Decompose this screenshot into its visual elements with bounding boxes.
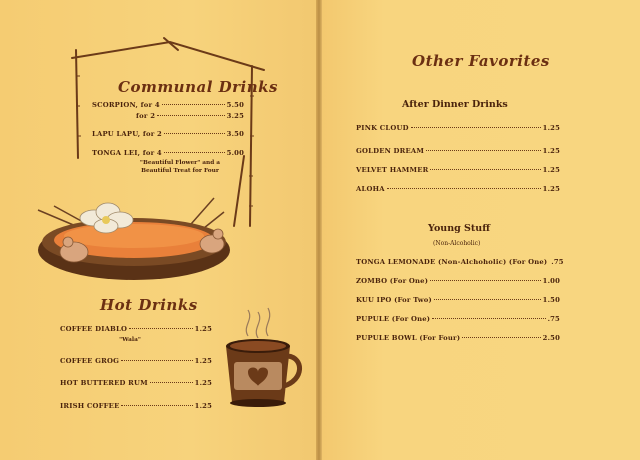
item-name: TONGA LEMONADE (Non-Alchoholic) (For One) [356, 258, 548, 266]
item-price: .75 [551, 258, 564, 266]
non-alcoholic-subtitle: (Non-Alcoholic) [433, 240, 481, 247]
leader-dots [462, 337, 540, 338]
menu-row-tonga-lei [92, 149, 244, 157]
item-name: ALOHA [356, 185, 385, 193]
item-name: PUPULE (For One) [356, 315, 431, 323]
item-name: COFFEE GROG [60, 357, 120, 365]
leader-dots [411, 127, 541, 128]
item-name: TONGA LEI, for 4 [92, 149, 162, 157]
menu-row-pupule-bowl [356, 334, 560, 342]
leader-dots [150, 382, 193, 383]
item-price: 3.25 [226, 112, 244, 120]
other-favorites-title: Other Favorites [412, 52, 550, 70]
item-price: 5.50 [226, 101, 244, 109]
item-price: 1.25 [194, 325, 212, 333]
leader-dots [426, 150, 541, 151]
leader-dots [129, 328, 193, 329]
menu-row-tonga-lemonade [356, 258, 564, 266]
menu-row-lapu-lapu [92, 130, 244, 138]
item-price: 5.00 [226, 149, 244, 157]
item-name: SCORPION, for 4 [92, 101, 160, 109]
menu-row-hot-buttered-rum [60, 379, 212, 387]
scorpion-bowl-illustration [34, 188, 234, 288]
menu-row-coffee-diablo [60, 325, 212, 333]
item-name: COFFEE DIABLO [60, 325, 128, 333]
item-name: IRISH COFFEE [60, 402, 120, 410]
item-price: 1.25 [542, 185, 560, 193]
tonga-lei-note-1: "Beautiful Flower" and a [139, 160, 221, 166]
item-name: ZOMBO (For One) [356, 277, 429, 285]
item-name: PUPULE BOWL (For Four) [356, 334, 461, 342]
menu-row-coffee-grog [60, 357, 212, 365]
item-price: 1.25 [542, 147, 560, 155]
leader-dots [157, 115, 225, 116]
leader-dots [164, 133, 225, 134]
item-name: PINK CLOUD [356, 124, 409, 132]
tonga-lei-note-2: Beautiful Treat for Four [141, 168, 219, 174]
menu-row-aloha [356, 185, 560, 193]
item-name: for 2 [136, 112, 156, 120]
menu-row-pupule [356, 315, 560, 323]
leader-dots [387, 188, 541, 189]
menu-row-kuu-ipo [356, 296, 560, 304]
menu-row-irish-coffee [60, 402, 212, 410]
leader-dots [434, 299, 541, 300]
leader-dots [121, 360, 193, 361]
leader-dots [121, 405, 192, 406]
menu-row-velvet-hammer [356, 166, 560, 174]
menu-row-zombo [356, 277, 560, 285]
leader-dots [164, 152, 225, 153]
item-price: 2.50 [542, 334, 560, 342]
item-price: 1.25 [542, 166, 560, 174]
item-name: VELVET HAMMER [356, 166, 429, 174]
item-price: 1.25 [542, 124, 560, 132]
menu-row-scorpion-4 [92, 101, 244, 109]
item-name: GOLDEN DREAM [356, 147, 425, 155]
page-fold [316, 0, 322, 460]
item-price: 1.25 [194, 402, 212, 410]
hot-drinks-title: Hot Drinks [100, 296, 198, 314]
communal-drinks-title: Communal Drinks [118, 78, 278, 96]
leader-dots [430, 169, 540, 170]
item-price: 3.50 [226, 130, 244, 138]
item-price: 1.25 [194, 357, 212, 365]
after-dinner-heading: After Dinner Drinks [402, 99, 508, 110]
item-name: LAPU LAPU, for 2 [92, 130, 162, 138]
leader-dots [430, 280, 541, 281]
young-stuff-heading: Young Stuff [428, 223, 491, 234]
leader-dots [432, 318, 545, 319]
item-price: .75 [547, 315, 560, 323]
leader-dots [162, 104, 225, 105]
wala-note: "Wala" [119, 337, 141, 343]
item-price: 1.25 [194, 379, 212, 387]
item-name: HOT BUTTERED RUM [60, 379, 148, 387]
item-name: KUU IPO (For Two) [356, 296, 432, 304]
coffee-mug-illustration [218, 306, 304, 410]
menu-row-scorpion-2 [136, 112, 244, 120]
menu-row-pink-cloud [356, 124, 560, 132]
item-price: 1.50 [542, 296, 560, 304]
item-price: 1.00 [542, 277, 560, 285]
menu-row-golden-dream [356, 147, 560, 155]
